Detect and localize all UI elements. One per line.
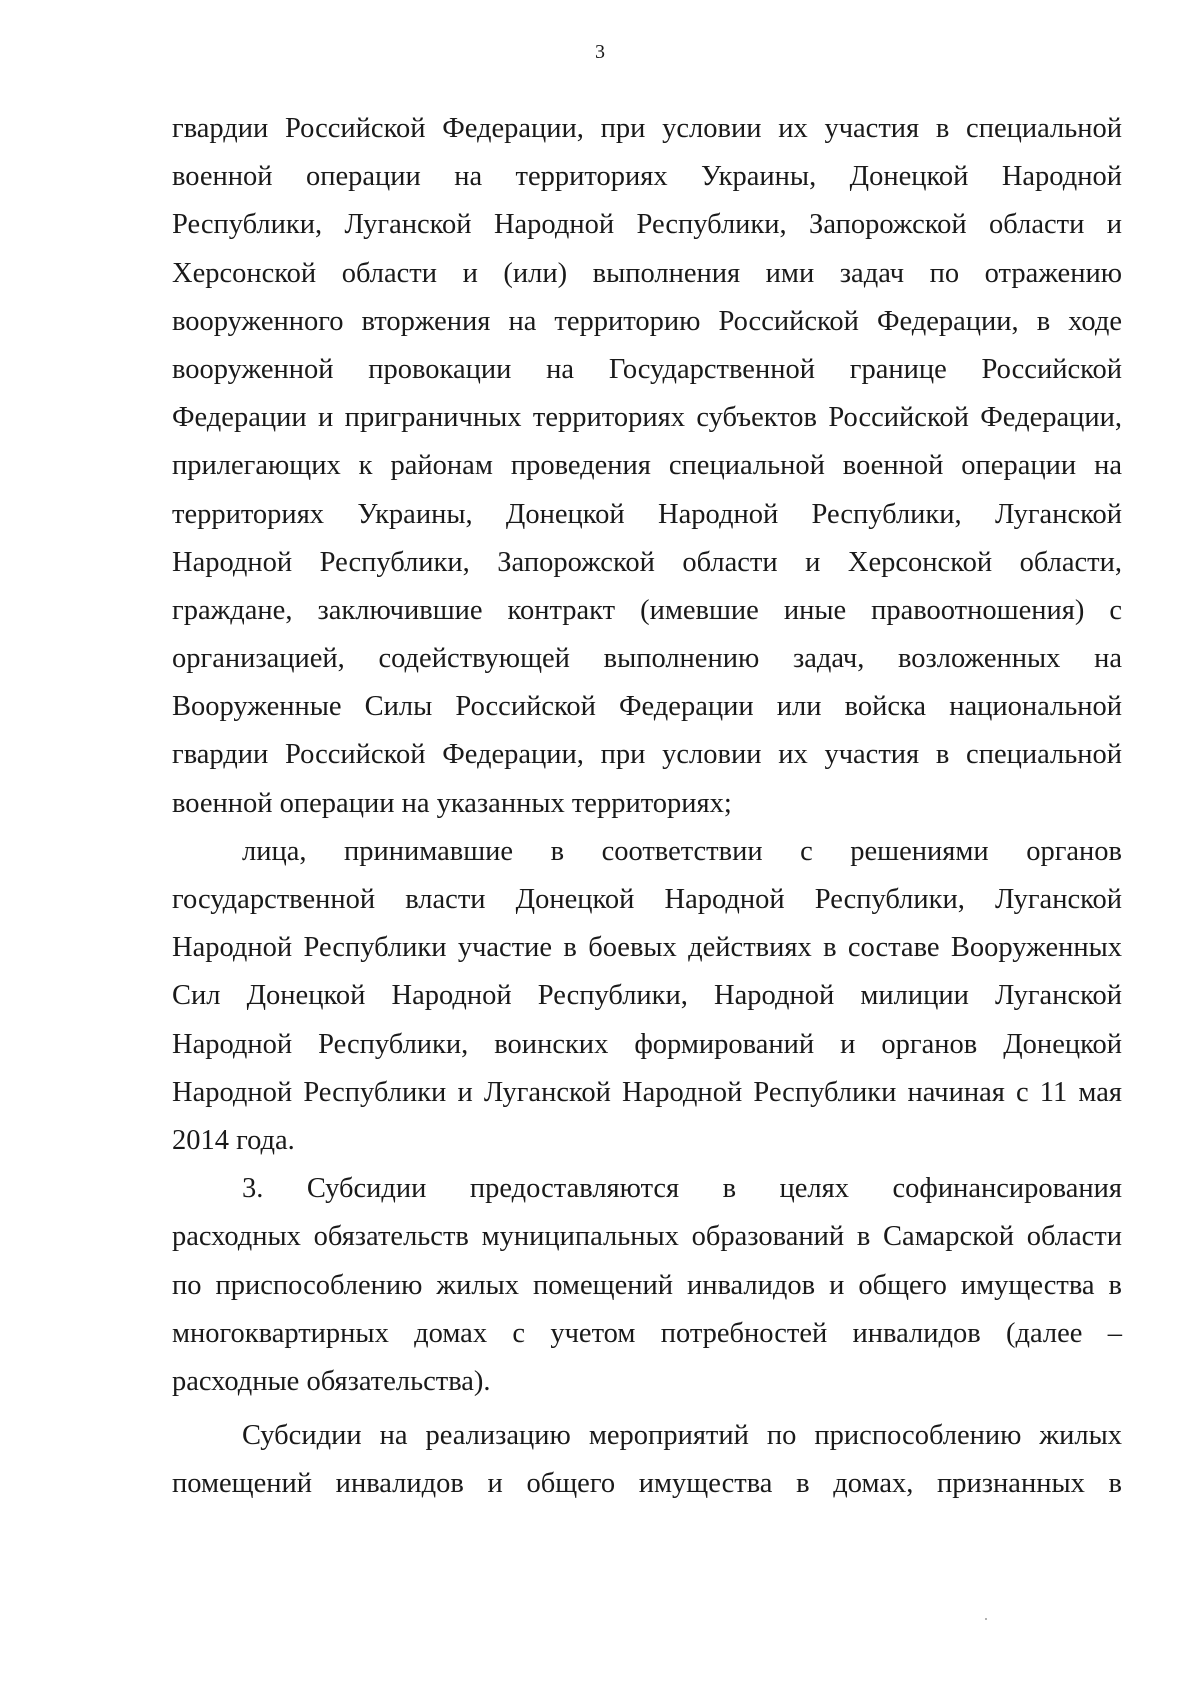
text-line: многоквартирных домах с учетом потребностей инвалидов (далее –	[172, 1317, 1122, 1349]
text-line: расходных обязательств муниципальных образований в Самарской области	[172, 1221, 1122, 1253]
scan-artifact	[985, 1618, 987, 1620]
text-line: Республики, Луганской Народной Республики, Запорожской области и	[172, 209, 1122, 241]
text-line: Народной Республики и Луганской Народной Республики начиная с 11 мая	[172, 1076, 1122, 1108]
text-line: по приспособлению жилых помещений инвалидов и общего имущества в	[172, 1269, 1122, 1301]
paragraph-3	[172, 1165, 1122, 1406]
text-line: гвардии Российской Федерации, при условии их участия в специальной	[172, 113, 1122, 144]
text-line: вооруженного вторжения на территорию Российской Федерации, в ходе	[172, 305, 1122, 337]
text-line: вооруженной провокации на Государственной границе Российской	[172, 353, 1122, 385]
paragraph-2	[172, 828, 1122, 1165]
text-line: граждане, заключившие контракт (имевшие иные правоотношения) с	[172, 594, 1122, 626]
text-line: расходные обязательства).	[172, 1365, 491, 1397]
page-number: 3	[595, 41, 605, 63]
text-line: военной операции на территориях Украины, Донецкой Народной	[172, 161, 1122, 193]
text-line: Вооруженные Силы Российской Федерации или войска национальной	[172, 691, 1122, 723]
text-line: 2014 года.	[172, 1124, 295, 1156]
text-line: Сил Донецкой Народной Республики, Народной милиции Луганской	[172, 980, 1122, 1012]
paragraph-4	[172, 1412, 1122, 1508]
text-line: лица, принимавшие в соответствии с решениями органов	[242, 835, 1122, 867]
text-line: прилегающих к районам проведения специальной военной операции на	[172, 450, 1122, 482]
text-line: гвардии Российской Федерации, при условии их участия в специальной	[172, 739, 1122, 771]
text-line: помещений инвалидов и общего имущества в домах, признанных в	[172, 1468, 1122, 1500]
text-line: организацией, содействующей выполнению задач, возложенных на	[172, 643, 1122, 675]
document-body	[172, 105, 1122, 1508]
text-line: территориях Украины, Донецкой Народной Республики, Луганской	[172, 498, 1122, 530]
paragraph-1	[172, 105, 1122, 828]
text-line: Народной Республики участие в боевых действиях в составе Вооруженных	[172, 932, 1122, 964]
text-line: военной операции на указанных территориях;	[172, 787, 732, 819]
text-line: государственной власти Донецкой Народной Республики, Луганской	[172, 884, 1122, 915]
text-line: Субсидии на реализацию мероприятий по приспособлению жилых	[242, 1420, 1122, 1452]
text-line: Херсонской области и (или) выполнения ими задач по отражению	[172, 257, 1122, 289]
text-line: Народной Республики, воинских формирований и органов Донецкой	[172, 1028, 1122, 1060]
text-line: Народной Республики, Запорожской области и Херсонской области,	[172, 546, 1122, 578]
text-line: Федерации и приграничных территориях субъектов Российской Федерации,	[172, 402, 1122, 434]
text-line: 3. Субсидии предоставляются в целях софинансирования	[242, 1173, 1122, 1205]
